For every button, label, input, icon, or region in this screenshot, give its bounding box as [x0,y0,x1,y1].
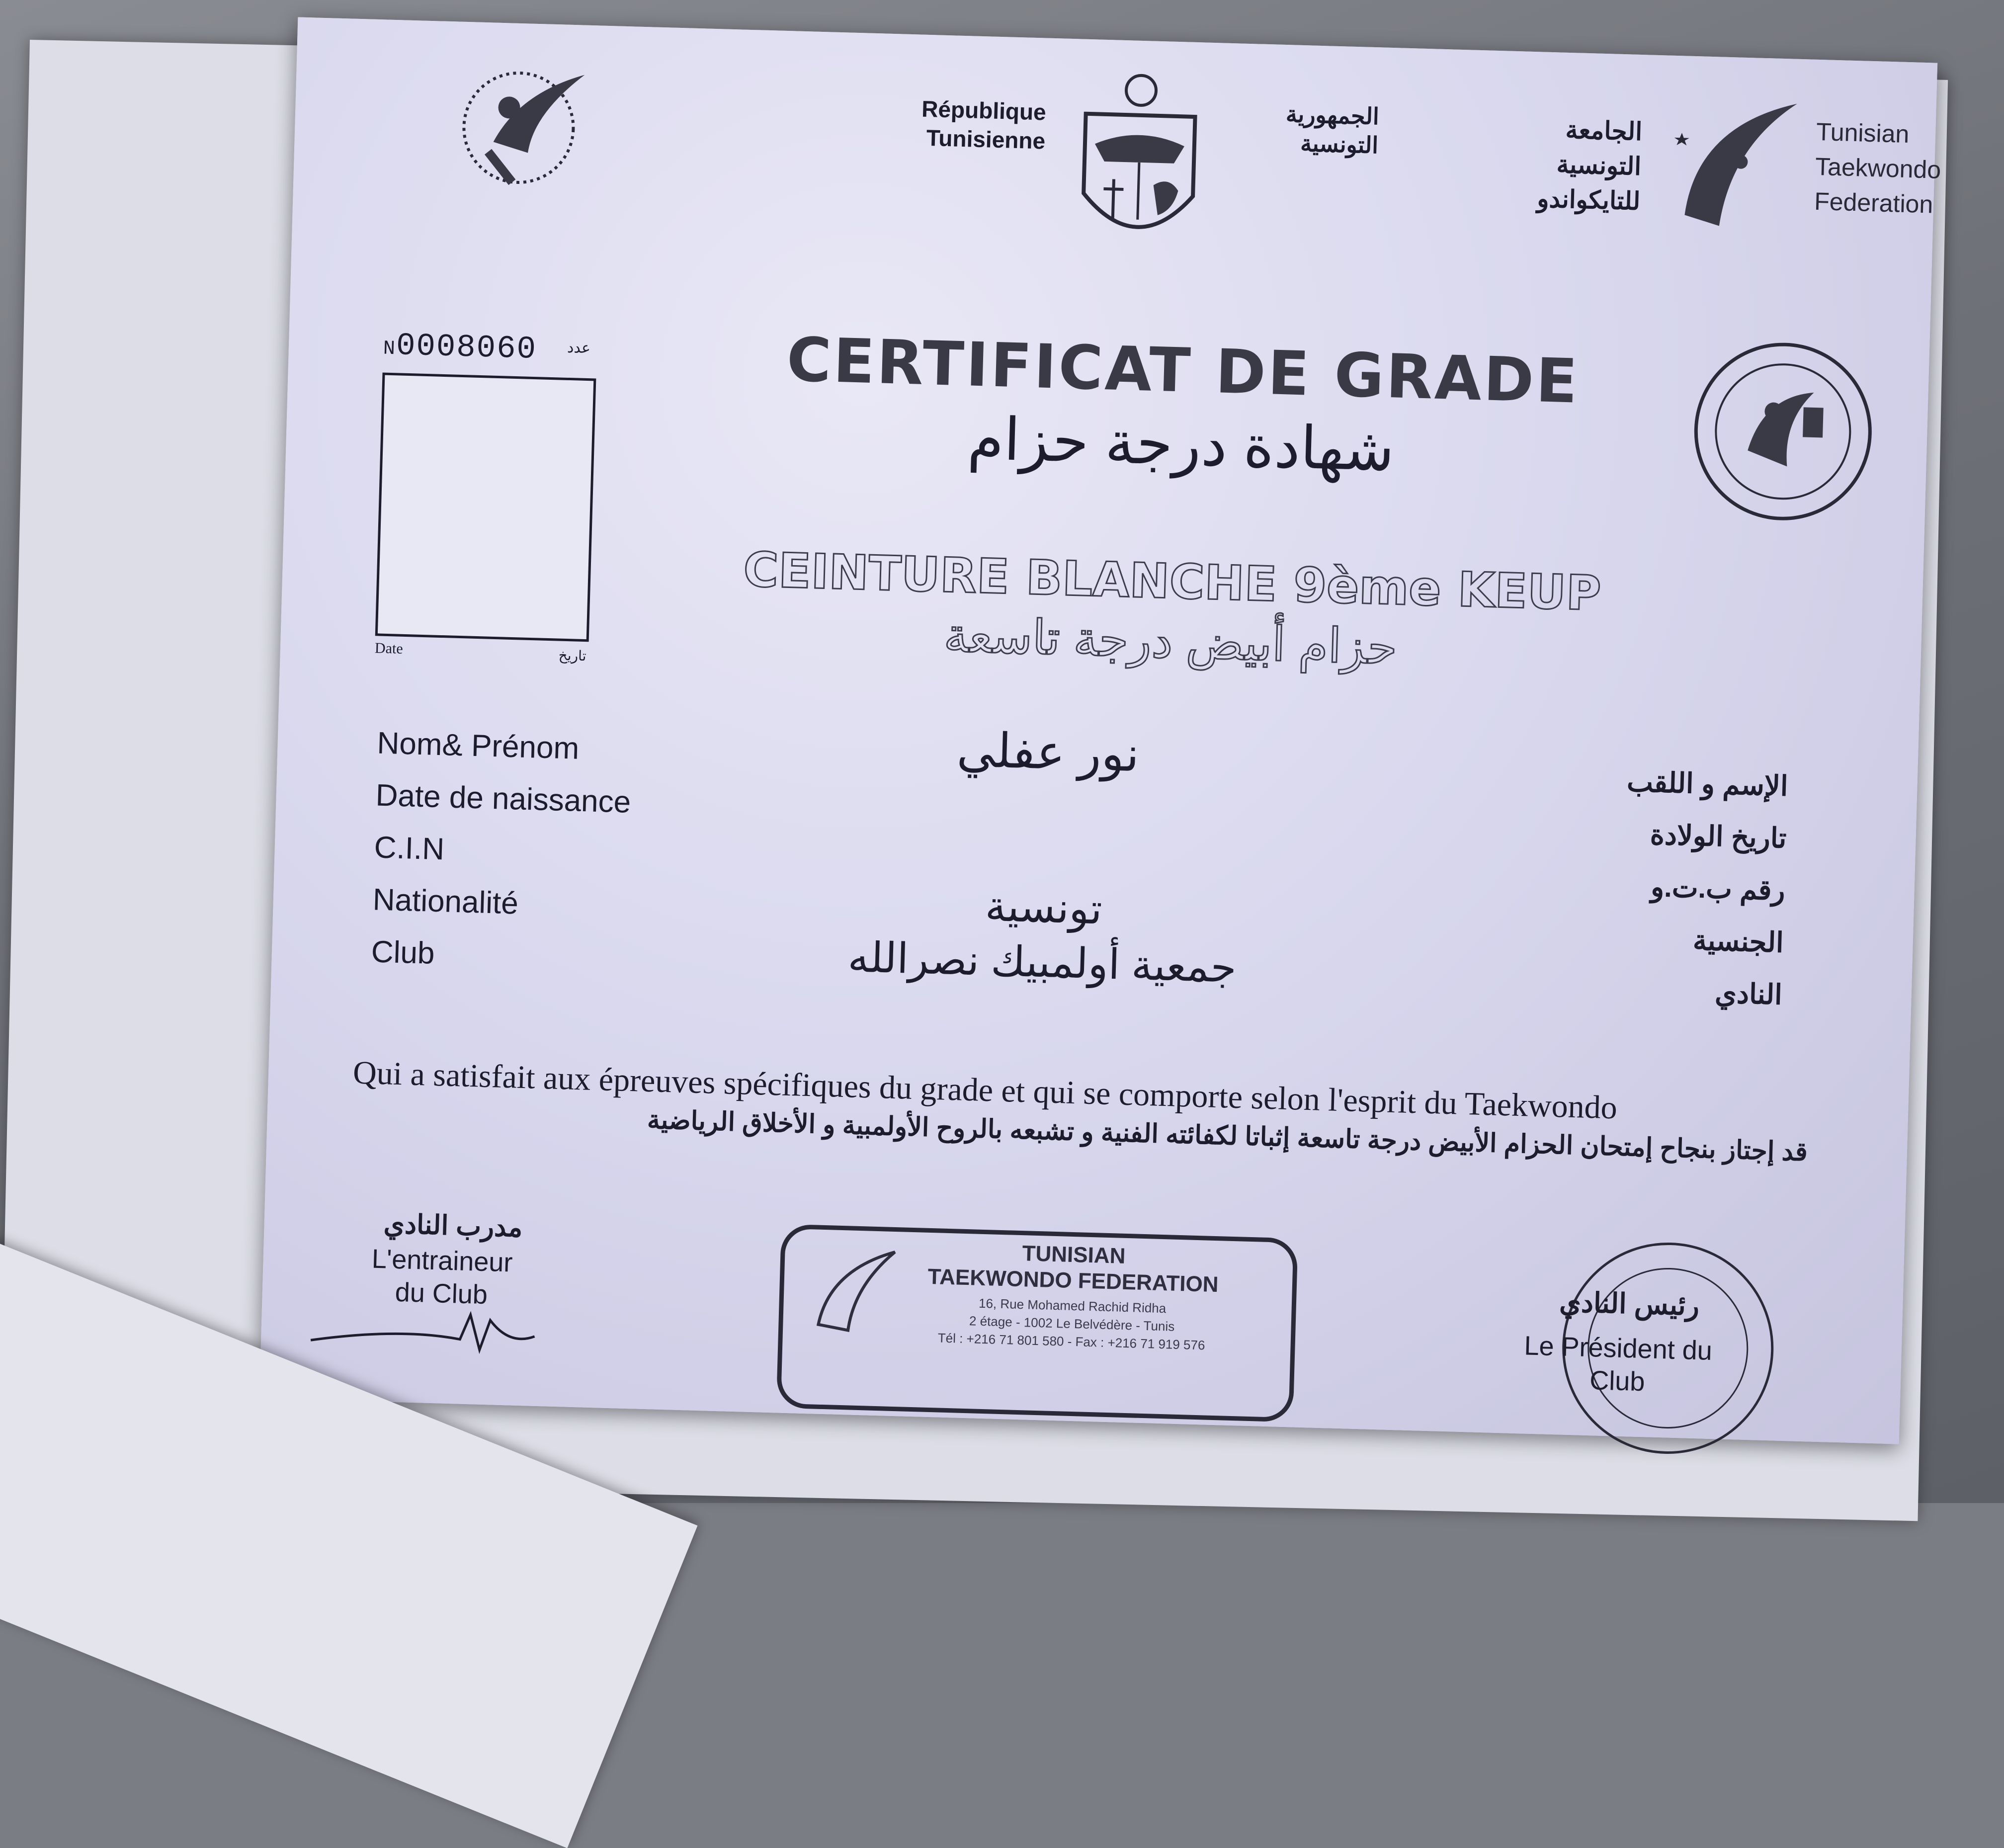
president-label-ar: رئيس النادي [1559,1286,1700,1322]
club-seal-logo [1686,335,1880,528]
field-label-cin-ar: رقم ب.ت.و [1650,871,1786,906]
field-label-club-fr: Club [371,934,435,971]
belt-grade-fr: CEINTURE BLANCHE 9ème KEUP [743,541,1602,622]
world-taekwondo-logo [432,51,605,204]
stamp-line2: TAEKWONDO FEDERATION [927,1264,1219,1297]
belt-grade-ar: حزام أبيض درجة تاسعة [943,608,1398,674]
stamp-address [897,1292,1247,1355]
field-label-nationality-fr: Nationalité [372,882,519,921]
certificate-number-label-ar: عدد [567,339,591,357]
stamp-line4: 2 étage - 1002 Le Belvédère - Tunis [969,1313,1175,1334]
field-label-name-fr: Nom& Prénom [376,726,580,766]
coach-signature [300,1280,600,1368]
photo-date-label-fr: Date [374,640,404,657]
stamp-line1: TUNISIAN [1022,1241,1126,1268]
field-label-cin-fr: C.I.N [373,830,445,867]
statement-ar: قد إجتاز بنجاح إمتحان الحزام الأبيض درجة تاسعة إثباتا لكفائته الفنية و تشبعه بالروح الأولمبية و الأخلاق الرياضية [647,1105,1808,1167]
coach-label-ar: مدرب النادي [383,1209,523,1243]
federation-name-ar: الجامعة التونسية للتايكواندو [1536,115,1643,216]
certificate-title-ar: شهادة درجة حزام [967,406,1396,484]
field-label-club-ar: النادي [1714,977,1783,1010]
photo-date-label-ar: تاريخ [558,647,586,664]
stamp-title [899,1237,1248,1299]
federation-name-en: Tunisian Taekwondo Federation [1814,117,1941,219]
coach-label-fr: L'entraineur du Club [371,1244,513,1310]
field-value-club: جمعية أولمبيك نصرالله [847,933,1238,991]
president-label-fr: Le Président du Club [1523,1331,1713,1397]
stamp-logo-icon [798,1240,901,1342]
stamp-line3: 16, Rue Mohamed Rachid Ridha [978,1295,1167,1316]
republic-name-fr: République Tunisienne [921,95,1047,154]
republic-name-ar: الجمهورية التونسية [1285,101,1380,159]
field-label-birthdate-fr: Date de naissance [375,778,632,820]
certificate-number-value: 0008060 [396,328,537,368]
statement-fr: Qui a satisfait aux épreuves spécifiques du grade et qui se comporte selon l'esprit du Taekwondo [352,1054,1618,1126]
certificate-number-prefix: N [383,337,397,361]
federation-logo [1654,85,1807,238]
certificate-document [259,17,1941,1444]
certificate-title-fr: CERTIFICAT DE GRADE [786,324,1581,417]
field-value-nationality: تونسية [984,882,1103,933]
tunisia-coat-of-arms [1052,68,1226,271]
field-label-name-ar: الإسم و اللقب [1626,765,1789,802]
field-value-name: نور عفلي [956,723,1140,782]
stamp-line5: Tél : +216 71 801 580 - Fax : +216 71 919 576 [937,1330,1205,1353]
field-label-nationality-ar: الجنسية [1692,924,1784,958]
field-label-birthdate-ar: تاريخ الولادة [1649,819,1787,854]
